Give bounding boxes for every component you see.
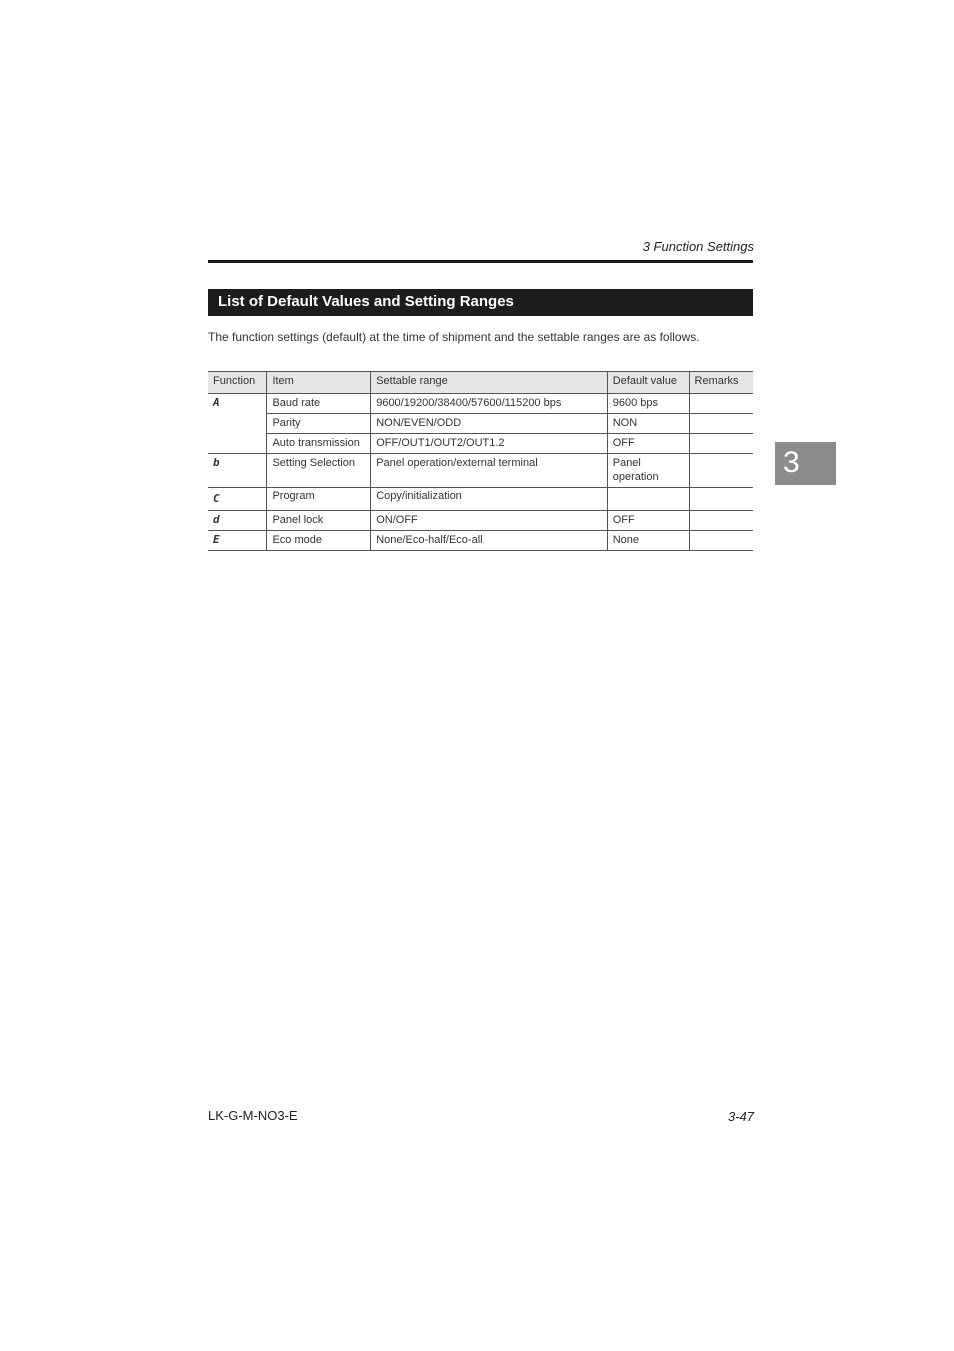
- function-code: d: [213, 513, 220, 526]
- range-cell: Copy/initialization: [371, 488, 608, 511]
- column-header-function: Function: [208, 372, 267, 394]
- function-cell: [208, 454, 267, 488]
- remarks-cell: [689, 488, 753, 511]
- table-row: [208, 511, 753, 531]
- table-row: [208, 531, 753, 551]
- table-row: [208, 434, 753, 454]
- function-cell: [208, 414, 267, 434]
- function-cell: [208, 531, 267, 551]
- remarks-cell: [689, 394, 753, 414]
- remarks-cell: [689, 454, 753, 488]
- default-cell: 9600 bps: [607, 394, 689, 414]
- range-cell: OFF/OUT1/OUT2/OUT1.2: [371, 434, 608, 454]
- function-code: C: [213, 492, 220, 505]
- default-cell: None: [607, 531, 689, 551]
- remarks-cell: [689, 511, 753, 531]
- range-cell: ON/OFF: [371, 511, 608, 531]
- settings-table: [208, 371, 753, 551]
- document-id: LK-G-M-NO3-E: [208, 1108, 298, 1123]
- remarks-cell: [689, 414, 753, 434]
- range-cell: NON/EVEN/ODD: [371, 414, 608, 434]
- function-cell: [208, 394, 267, 414]
- range-cell: Panel operation/external terminal: [371, 454, 608, 488]
- function-cell: [208, 434, 267, 454]
- table-row: [208, 454, 753, 488]
- function-code: b: [213, 456, 220, 469]
- column-header-item: Item: [267, 372, 371, 394]
- remarks-cell: [689, 434, 753, 454]
- chapter-tab: [775, 442, 836, 485]
- table-row: [208, 414, 753, 434]
- default-cell: OFF: [607, 511, 689, 531]
- default-cell: Panel operation: [607, 454, 689, 488]
- header-rule: [208, 260, 753, 263]
- item-cell: Program: [267, 488, 371, 511]
- section-title-bar: [208, 289, 753, 316]
- table-row: [208, 394, 753, 414]
- item-cell: Baud rate: [267, 394, 371, 414]
- table-header-row: [208, 372, 753, 394]
- item-cell: Panel lock: [267, 511, 371, 531]
- page-number: 3-47: [727, 1109, 754, 1124]
- table-row: [208, 488, 753, 511]
- function-cell: [208, 511, 267, 531]
- function-code: E: [213, 533, 220, 546]
- column-header-remarks: Remarks: [689, 372, 753, 394]
- chapter-tab-number: 3: [783, 446, 800, 479]
- item-cell: Parity: [267, 414, 371, 434]
- chapter-header: 3 Function Settings: [642, 239, 754, 254]
- function-cell: [208, 488, 267, 511]
- remarks-cell: [689, 531, 753, 551]
- item-cell: Setting Selection: [267, 454, 371, 488]
- function-code: A: [213, 396, 220, 409]
- default-cell: [607, 488, 689, 511]
- default-cell: NON: [607, 414, 689, 434]
- column-header-range: Settable range: [371, 372, 608, 394]
- column-header-default: Default value: [607, 372, 689, 394]
- range-cell: 9600/19200/38400/57600/115200 bps: [371, 394, 608, 414]
- item-cell: Auto transmission: [267, 434, 371, 454]
- item-cell: Eco mode: [267, 531, 371, 551]
- default-cell: OFF: [607, 434, 689, 454]
- range-cell: None/Eco-half/Eco-all: [371, 531, 608, 551]
- section-title: List of Default Values and Setting Ranges: [218, 293, 514, 310]
- intro-paragraph: The function settings (default) at the time of shipment and the settable ranges are as follows.: [208, 330, 700, 344]
